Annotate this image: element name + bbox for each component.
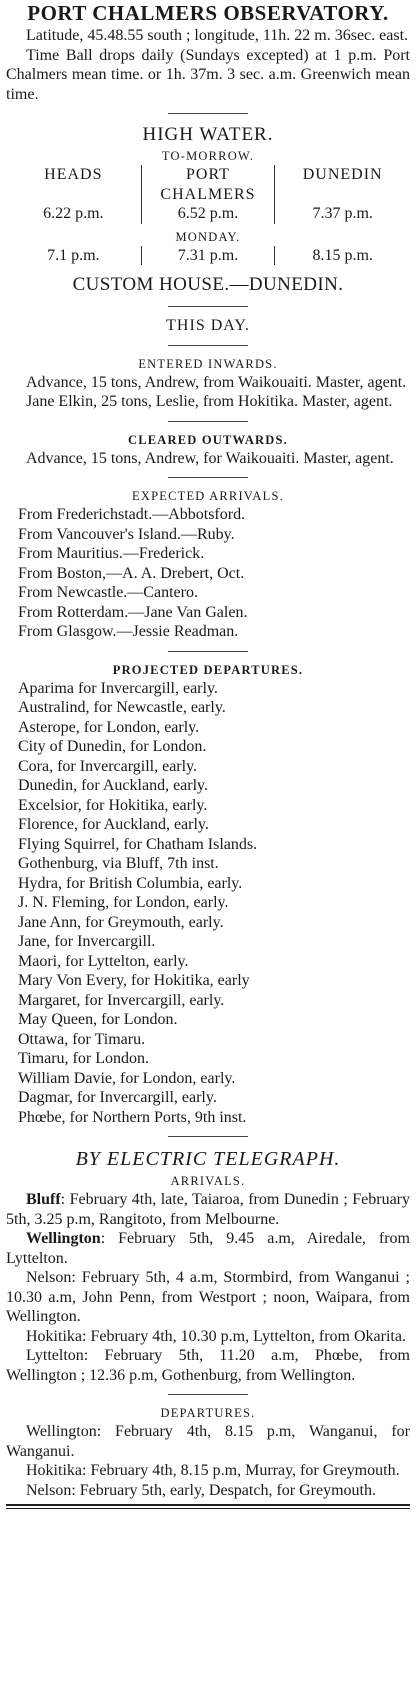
projected-departures-list [6,679,410,1128]
departures-heading: DEPARTURES. [160,1406,256,1420]
tomorrow-dunedin-time: 7.37 p.m. [312,205,373,222]
list-item: Aparima for Invercargill, early. [18,679,218,697]
this-day-label: THIS DAY. [166,317,250,334]
list-item: Hydra, for British Columbia, early. [18,874,243,892]
list-item: Phœbe, for Northern Ports, 9th inst. [18,1108,247,1126]
cleared-outwards-heading: CLEARED OUTWARDS. [127,432,288,447]
divider [168,113,248,114]
expected-arrivals-heading: EXPECTED ARRIVALS. [132,489,284,503]
list-item: Excelsior, for Hokitika, early. [18,796,208,814]
list-item: Maori, for Lyttelton, early. [18,952,189,970]
arrival-text: : February 5th, 4 a.m, Stormbird, from Wanganui ; 10.30 a.m, John Penn, from Westport ; noon, Waipara, from Wellington. [6,1269,410,1325]
place-name: Wellington [26,1423,97,1440]
custom-house-title: CUSTOM HOUSE.—DUNEDIN. [72,274,344,295]
list-item: Flying Squirrel, for Chatham Islands. [18,835,258,853]
telegraph-departure [6,1481,410,1501]
divider [168,306,248,307]
list-item: Dagmar, for Invercargill, early. [18,1089,217,1106]
list-item: From Newcastle.—Cantero. [18,584,198,601]
telegraph-arrival [6,1346,410,1385]
monday-label: MONDAY. [175,229,241,244]
monday-port-chalmers-time: 7.31 p.m. [141,246,276,266]
list-item: Timaru, for London. [18,1050,149,1067]
high-water-title: HIGH WATER. [142,124,274,145]
list-item: City of Dunedin, for London. [18,738,207,755]
list-item: William Davie, for London, early. [18,1069,236,1087]
list-item: From Boston,—A. A. Drebert, Oct. [18,564,245,582]
place-name: Nelson [26,1481,72,1499]
entered-inwards-entry: Jane Elkin, 25 tons, Leslie, from Hokitika. Master, agent. [26,393,393,410]
column-dunedin: DUNEDIN [302,166,383,183]
end-rule [6,1508,410,1509]
divider [168,1394,248,1395]
list-item: From Glasgow.—Jessie Readman. [18,623,239,640]
place-name: Lyttelton [26,1347,84,1364]
tomorrow-label: TO-MORROW. [161,149,255,163]
place-name: Nelson [26,1269,72,1286]
departure-text: : February 4th, 8.15 p.m, Wanganui, for Wanganui. [6,1423,410,1460]
monday-dunedin-time: 8.15 p.m. [312,246,373,264]
list-item: Gothenburg, via Bluff, 7th inst. [18,855,219,872]
telegraph-title: BY ELECTRIC TELEGRAPH. [75,1148,341,1170]
list-item: From Frederichstadt.—Abbotsford. [18,506,246,523]
end-rule [6,1504,410,1506]
entered-inwards-heading: ENTERED INWARDS. [138,356,278,371]
telegraph-departure [6,1461,410,1481]
list-item: From Rotterdam.—Jane Van Galen. [18,603,248,621]
list-item: Asterope, for London, early. [18,718,200,736]
arrival-text: : February 4th, 10.30 p.m, Lyttelton, from Okarita. [82,1327,406,1345]
list-item: Dunedin, for Auckland, early. [18,777,209,794]
list-item: J. N. Fleming, for London, early. [18,894,229,911]
place-name: Hokitika [26,1327,82,1345]
projected-departures-heading: PROJECTED DEPARTURES. [112,662,304,677]
tomorrow-heads-time: 6.22 p.m. [43,205,104,222]
list-item: May Queen, for London. [18,1011,178,1028]
observatory-coordinates: Latitude, 45.48.55 south ; longitude, 11h. 22 m. 36sec. east. [26,27,409,44]
column-port-chalmers: PORT CHALMERS [141,165,276,204]
entered-inwards-entry: Advance, 15 tons, Andrew, from Waikouaiti. Master, agent. [26,373,407,391]
list-item: Cora, for Invercargill, early. [18,757,198,775]
observatory-title: PORT CHALMERS OBSERVATORY. [27,1,389,25]
high-water-columns [6,165,410,224]
arrival-text: : February 4th, late, Taiaroa, from Dunedin ; February 5th, 3.25 p.m, Rangitoto, from Melbourne. [6,1191,410,1228]
telegraph-departure [6,1422,410,1461]
arrival-text: : February 5th, 9.45 a.m, Airedale, from Lyttelton. [6,1230,410,1267]
divider [168,1136,248,1137]
arrivals-heading: ARRIVALS. [170,1174,246,1188]
list-item: Jane Ann, for Greymouth, early. [18,913,224,931]
tomorrow-port-chalmers-time: 6.52 p.m. [141,204,276,224]
arrival-text: : February 5th, 11.20 a.m, Phœbe, from Wellington ; 12.36 p.m, Gothenburg, from Wellington. [6,1347,410,1384]
telegraph-arrival [6,1327,410,1347]
telegraph-arrival [6,1190,410,1229]
list-item: Mary Von Every, for Hokitika, early [18,972,250,989]
column-heads: HEADS [44,166,103,183]
place-name: Bluff [26,1191,61,1208]
list-item: Ottawa, for Timaru. [18,1030,146,1048]
list-item: Florence, for Auckland, early. [18,816,209,833]
list-item: From Vancouver's Island.—Ruby. [18,525,235,543]
list-item: From Mauritius.—Frederick. [18,545,205,562]
monday-heads-time: 7.1 p.m. [47,246,100,264]
place-name: Hokitika [26,1462,82,1479]
divider [168,421,248,422]
list-item: Jane, for Invercargill. [18,933,156,950]
departure-text: : February 5th, early, Despatch, for Greymouth. [71,1481,376,1499]
telegraph-arrival [6,1229,410,1268]
telegraph-arrival [6,1268,410,1327]
divider [168,477,248,478]
list-item: Margaret, for Invercargill, early. [18,991,225,1009]
expected-arrivals-list [6,505,410,642]
divider [168,345,248,346]
time-ball-notice: Time Ball drops daily (Sundays excepted) at 1 p.m. Port Chalmers mean time. or 1h. 37m. 3 sec. a.m. Greenwich mean time. [6,46,410,103]
departure-text: : February 4th, 8.15 p.m, Murray, for Greymouth. [82,1462,400,1479]
list-item: Australind, for Newcastle, early. [18,699,226,716]
cleared-outwards-entry: Advance, 15 tons, Andrew, for Waikouaiti. Master, agent. [26,449,394,467]
divider [168,651,248,652]
monday-times [6,246,410,266]
place-name: Wellington [26,1230,101,1247]
